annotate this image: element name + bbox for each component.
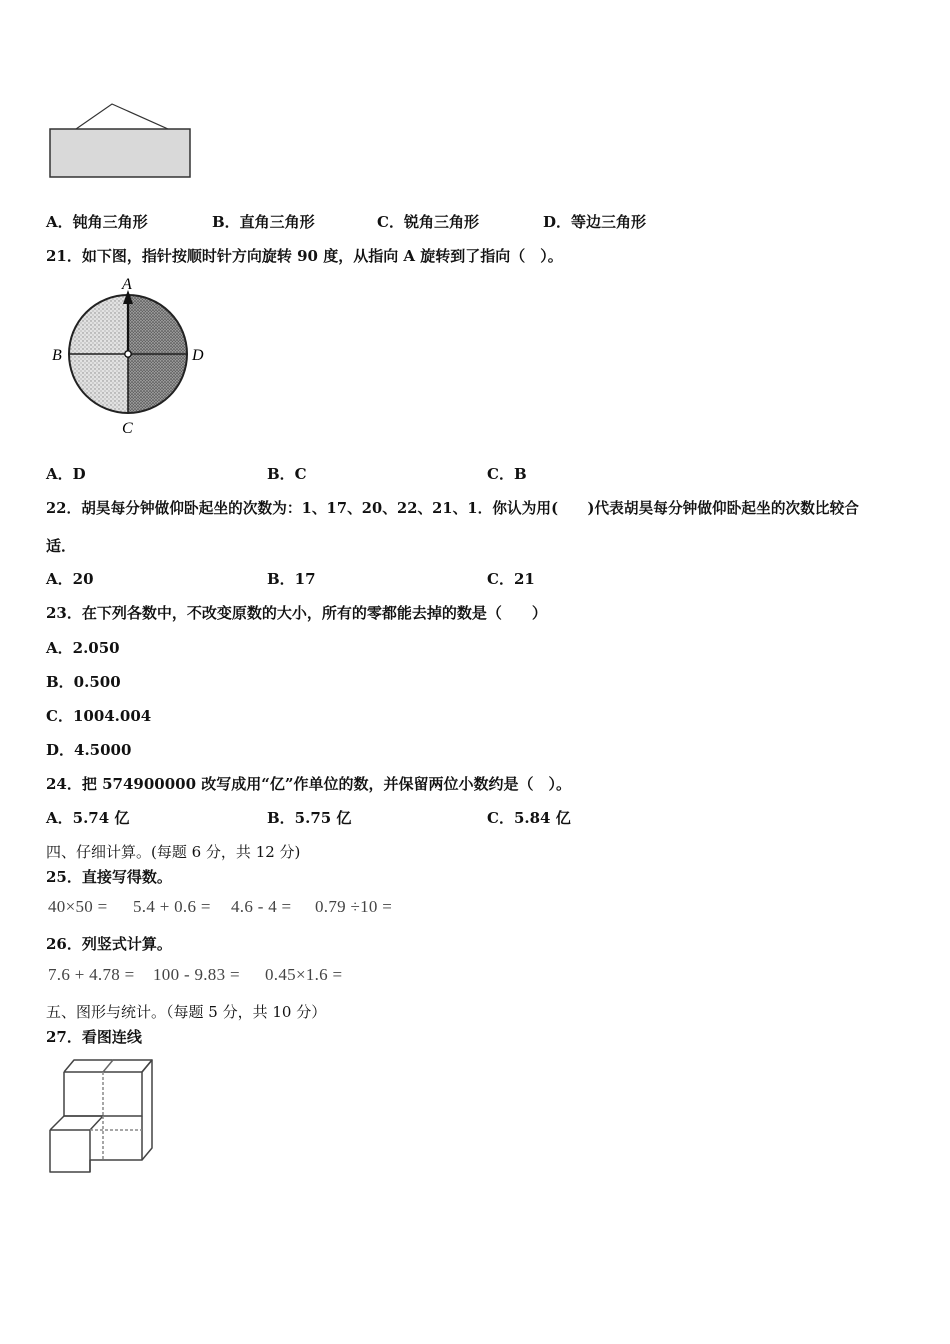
q21-option-a: A．D [46,465,86,483]
q26-stem: 26．列竖式计算。 [46,935,172,953]
q26-item-2: 100 - 9.83 = [153,965,240,984]
q23-option-c: C．1004.004 [46,707,152,725]
lower-step-top [50,1116,103,1130]
q21-stem: 21．如下图，指针按顺时针方向旋转 90 度，从指向 A 旋转到了指向（ ）。 [46,247,563,265]
q24-stem: 24．把 574900000 改写成用“亿”作单位的数，并保留两位小数约是（ ）。 [46,775,572,793]
q24-option-c: C．5.84 亿 [487,809,571,827]
q20-option-d: D．等边三角形 [543,213,647,231]
section-4-title: 四、仔细计算。(每题 6 分，共 12 分) [46,843,301,861]
q24-option-a: A．5.74 亿 [46,809,130,827]
dial-label-c: C [122,420,133,437]
dial-center-pivot [125,351,131,357]
q20-option-a: A．钝角三角形 [46,213,148,231]
q26-item-3: 0.45×1.6 = [265,965,343,984]
q22-option-b: B．17 [267,570,316,588]
q22-stem-line1: 22．胡昊每分钟做仰卧起坐的次数为：1、17、20、22、21、1．你认为用( )代表胡昊每分钟做仰卧起坐的次数比较合 [46,500,859,517]
q25-item-1: 40×50 = [48,897,108,916]
q22-stem-line2: 适． [46,537,77,555]
q21-option-c: C．B [487,465,527,483]
right-side-face [142,1060,152,1160]
q26-item-1: 7.6 + 4.78 = [48,965,135,984]
cube-stack-figure [46,1058,158,1176]
q25-item-2: 5.4 + 0.6 = [133,897,211,916]
q20-option-b: B．直角三角形 [212,213,315,231]
dial-label-b: B [52,347,62,364]
section-5-title: 五、图形与统计。（每题 5 分，共 10 分） [46,1003,327,1021]
sign-string [76,104,168,129]
q22-option-a: A．20 [46,570,94,588]
q24-option-b: B．5.75 亿 [267,809,352,827]
q23-option-a: A．2.050 [46,639,120,657]
cube-top-divider [103,1060,113,1072]
q20-option-c: C．锐角三角形 [377,213,479,231]
dial-label-a: A [122,276,132,293]
compass-dial-figure [50,276,210,436]
q25-stem: 25．直接写得数。 [46,868,172,886]
q22-option-c: C．21 [487,570,535,588]
q23-option-d: D．4.5000 [46,741,132,759]
sign-board [50,129,190,177]
q25-item-4: 0.79 ÷10 = [315,897,393,916]
q25-item-3: 4.6 - 4 = [231,897,292,916]
hanging-sign-figure [48,102,194,180]
dial-label-d: D [192,347,204,364]
q23-stem: 23．在下列各数中，不改变原数的大小，所有的零都能去掉的数是（ ） [46,604,547,622]
q23-option-b: B．0.500 [46,673,121,691]
q21-option-b: B．C [267,465,307,483]
q27-stem: 27．看图连线 [46,1028,142,1046]
